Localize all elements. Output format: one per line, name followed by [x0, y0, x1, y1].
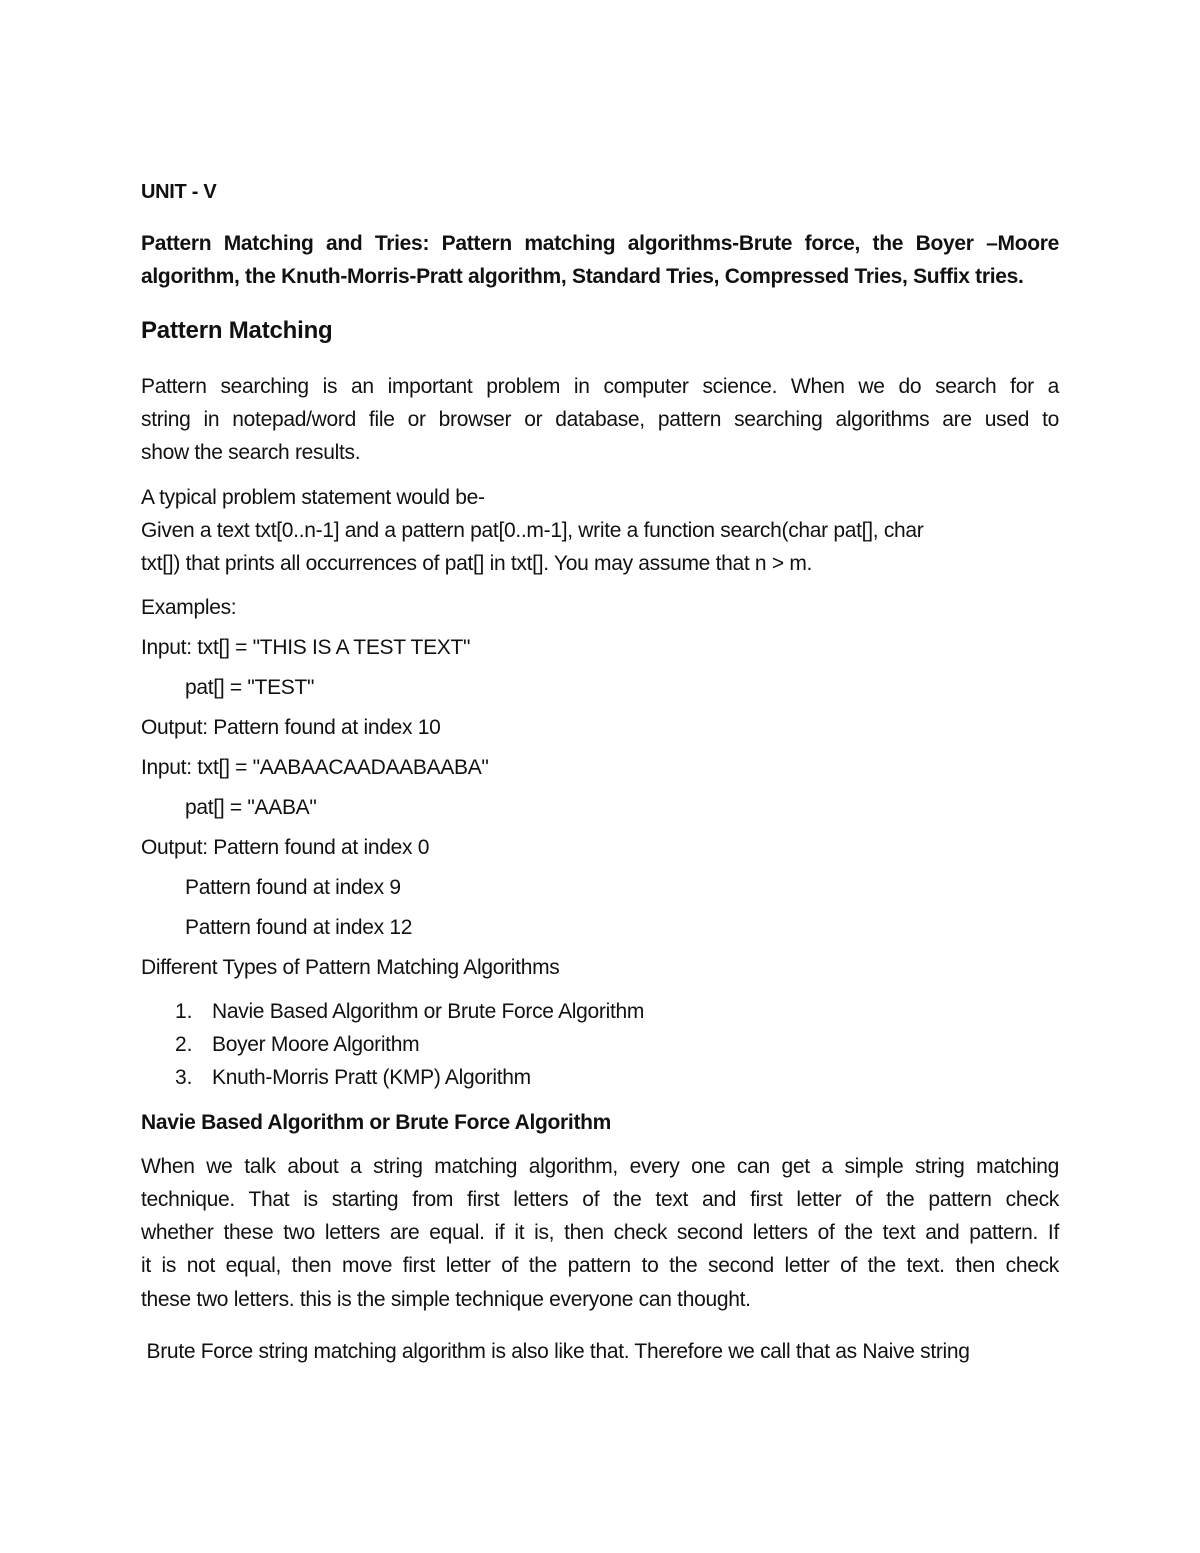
unit-title: UNIT - V	[141, 181, 217, 203]
intro-line: show the search results.	[141, 441, 361, 464]
intro-line: string in notepad/word file or browser or database, pattern searching algorithms are used to	[141, 408, 1059, 431]
syllabus-line: algorithm, the Knuth-Morris-Pratt algorithm, Standard Tries, Compressed Tries, Suffix tries.	[141, 265, 1024, 288]
example-line: pat[] = "TEST"	[185, 676, 315, 699]
example-line: pat[] = "AABA"	[185, 796, 317, 819]
syllabus-line: Pattern Matching and Tries: Pattern matching algorithms-Brute force, the Boyer –Moore	[141, 232, 1059, 255]
naive-line: When we talk about a string matching algorithm, every one can get a simple string matching	[141, 1155, 1059, 1178]
naive-line: it is not equal, then move first letter of the pattern to the second letter of the text. then check	[141, 1254, 1059, 1277]
list-text: Knuth-Morris Pratt (KMP) Algorithm	[212, 1066, 531, 1089]
problem-line: Given a text txt[0..n-1] and a pattern pat[0..m-1], write a function search(char pat[], char	[141, 519, 924, 542]
naive-line: these two letters. this is the simple technique everyone can thought.	[141, 1288, 751, 1311]
subsection-heading: Navie Based Algorithm or Brute Force Algorithm	[141, 1111, 612, 1134]
example-line: Pattern found at index 12	[185, 916, 413, 939]
intro-line: Pattern searching is an important problem in computer science. When we do search for a	[141, 375, 1059, 398]
list-text: Boyer Moore Algorithm	[212, 1033, 420, 1056]
example-line: Input: txt[] = "AABAACAADAABAABA"	[141, 756, 489, 779]
types-label: Different Types of Pattern Matching Algorithms	[141, 956, 560, 979]
list-number: 3.	[175, 1066, 193, 1089]
section-heading: Pattern Matching	[141, 317, 333, 344]
list-text: Navie Based Algorithm or Brute Force Algorithm	[212, 1000, 645, 1023]
example-line: Output: Pattern found at index 0	[141, 836, 430, 859]
problem-line: txt[]) that prints all occurrences of pat[] in txt[]. You may assume that n > m.	[141, 552, 813, 575]
list-number: 2.	[175, 1033, 193, 1056]
problem-line: A typical problem statement would be-	[141, 486, 485, 509]
example-line: Input: txt[] = "THIS IS A TEST TEXT"	[141, 636, 471, 659]
example-line: Output: Pattern found at index 10	[141, 716, 441, 739]
list-number: 1.	[175, 1000, 193, 1023]
examples-label: Examples:	[141, 596, 237, 619]
naive-line: technique. That is starting from first letters of the text and first letter of the pattern check	[141, 1188, 1059, 1211]
example-line: Pattern found at index 9	[185, 876, 401, 899]
naive-line: whether these two letters are equal. if it is, then check second letters of the text and pattern. If	[141, 1221, 1059, 1244]
brute-force-line: Brute Force string matching algorithm is also like that. Therefore we call that as Naive string	[141, 1340, 970, 1363]
